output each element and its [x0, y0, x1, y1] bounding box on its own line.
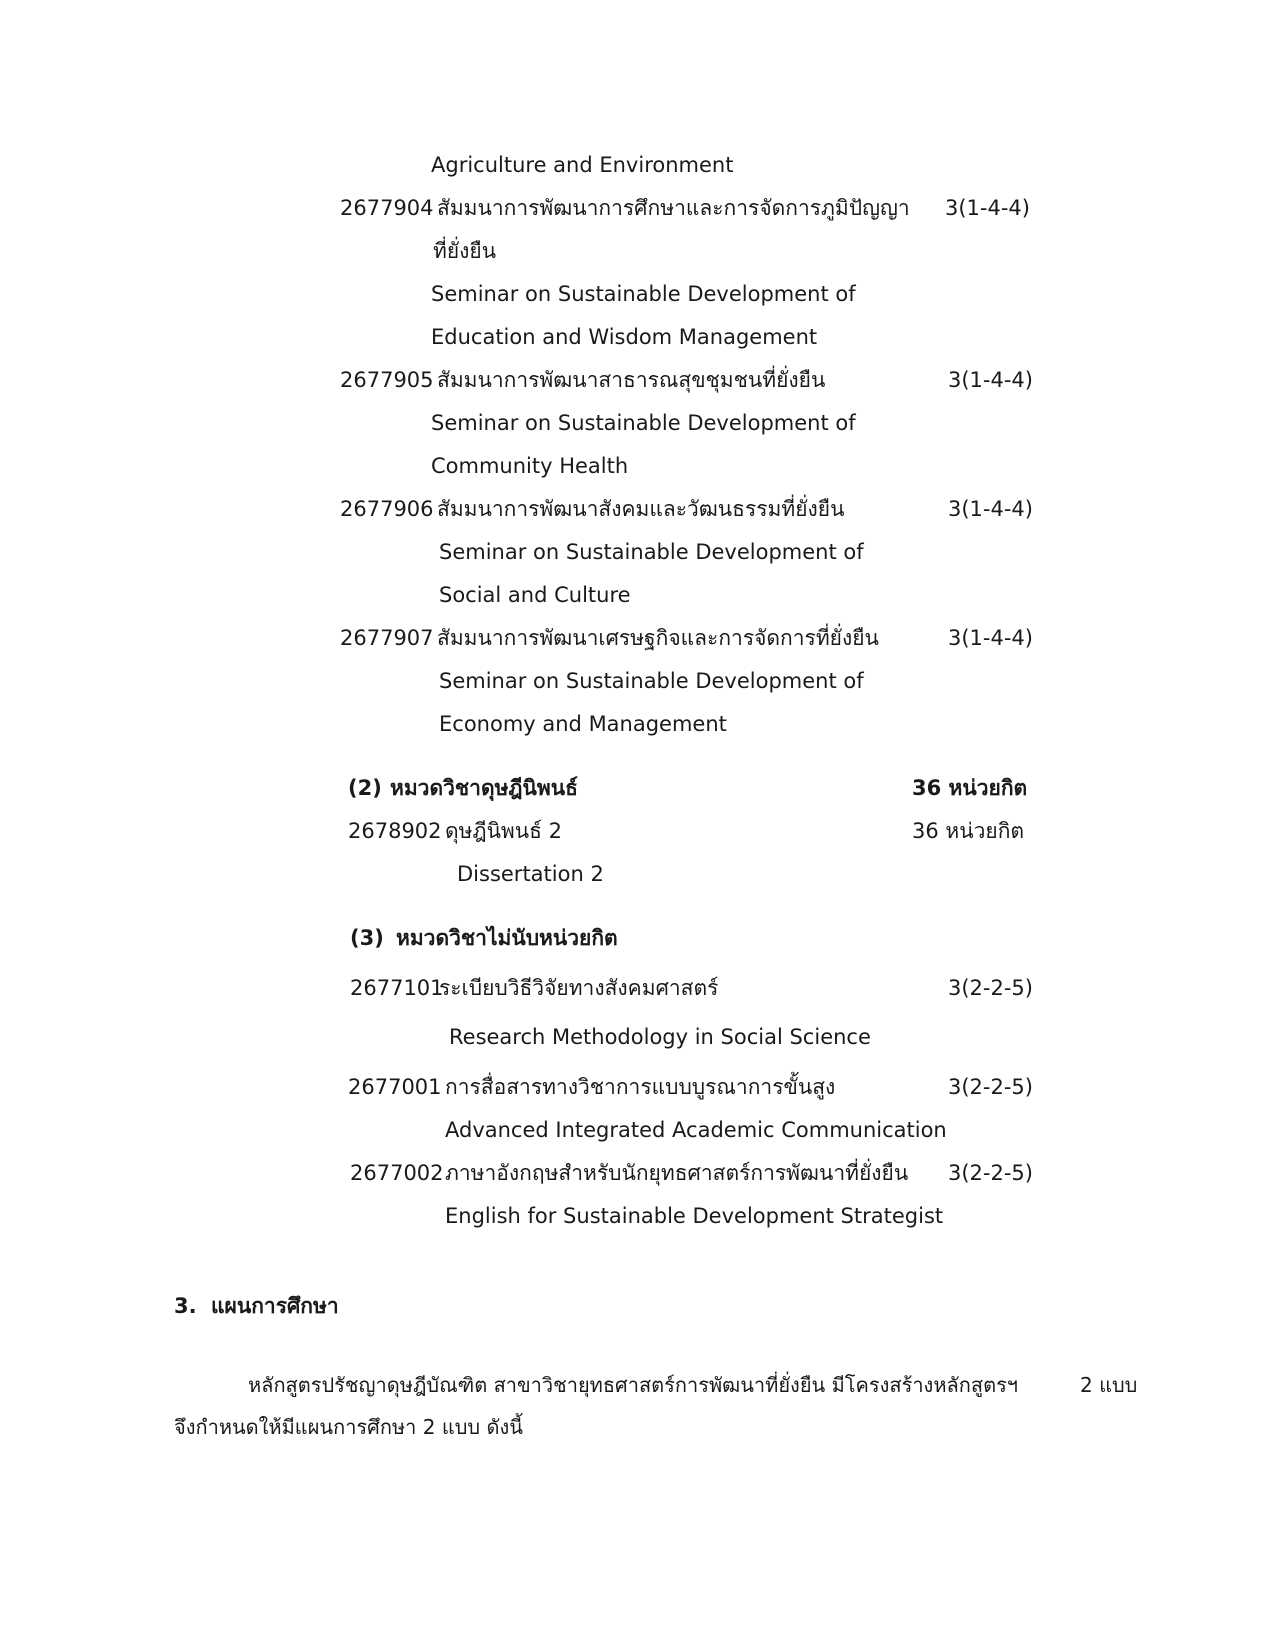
course-en-name-cont: Social and Culture [439, 583, 631, 607]
course-code: 2677906 [340, 497, 434, 521]
paragraph-line: หลักสูตรปรัชญาดุษฎีบัณฑิต สาขาวิชายุทธศาสตร์การพัฒนาที่ยั่งยืน มีโครงสร้างหลักสูตรฯ [248, 1373, 1019, 1397]
group-number: (3) [350, 926, 384, 950]
course-code: 2677101 [350, 976, 444, 1000]
group-title: หมวดวิชาดุษฎีนิพนธ์ [390, 776, 578, 800]
course-th-name: สัมมนาการพัฒนาเศรษฐกิจและการจัดการที่ยั่งยืน [437, 626, 879, 650]
course-credit: 3(1-4-4) [945, 196, 1030, 220]
course-credit: 3(1-4-4) [948, 626, 1033, 650]
course-th-name: สัมมนาการพัฒนาการศึกษาและการจัดการภูมิปัญญา [437, 196, 910, 220]
course-en-name: Advanced Integrated Academic Communication [445, 1118, 947, 1142]
course-code: 2677001 [348, 1075, 442, 1099]
course-en-name: Seminar on Sustainable Development of [439, 669, 864, 693]
course-code: 2677904 [340, 196, 434, 220]
course-th-name-cont: ที่ยั่งยืน [433, 239, 497, 263]
course-en-name: Dissertation 2 [457, 862, 604, 886]
section-number: 3. [174, 1294, 197, 1318]
course-en-name-cont: Education and Wisdom Management [431, 325, 818, 349]
course-credit: 3(1-4-4) [948, 368, 1033, 392]
course-en-name-cont: Community Health [431, 454, 629, 478]
course-en-name: Seminar on Sustainable Development of [439, 540, 864, 564]
course-th-name: ดุษฎีนิพนธ์ 2 [445, 819, 562, 843]
course-th-name: ภาษาอังกฤษสำหรับนักยุทธศาสตร์การพัฒนาที่ยั่งยืน [445, 1161, 909, 1185]
paragraph-line-end: 2 แบบ [1080, 1373, 1138, 1397]
course-credit: 3(2-2-5) [948, 1075, 1033, 1099]
course-credit: 3(2-2-5) [948, 976, 1033, 1000]
section-title: แผนการศึกษา [211, 1294, 339, 1318]
course-code: 2678902 [348, 819, 442, 843]
course-en-name: Seminar on Sustainable Development of [431, 282, 856, 306]
course-en-name: Agriculture and Environment [431, 153, 734, 177]
course-credit: 36 หน่วยกิต [912, 819, 1025, 843]
group-number: (2) [348, 776, 382, 800]
course-en-name: Seminar on Sustainable Development of [431, 411, 856, 435]
course-credit: 3(2-2-5) [948, 1161, 1033, 1185]
course-en-name: Research Methodology in Social Science [449, 1025, 871, 1049]
course-th-name: สัมมนาการพัฒนาสาธารณสุขชุมชนที่ยั่งยืน [437, 368, 826, 392]
course-en-name-cont: Economy and Management [439, 712, 727, 736]
group-credits: 36 หน่วยกิต [912, 776, 1028, 800]
course-th-name: การสื่อสารทางวิชาการแบบบูรณาการขั้นสูง [445, 1075, 836, 1099]
course-code: 2677905 [340, 368, 434, 392]
paragraph-line: จึงกำหนดให้มีแผนการศึกษา 2 แบบ ดังนี้ [174, 1415, 523, 1439]
group-title: หมวดวิชาไม่นับหน่วยกิต [396, 926, 618, 950]
course-th-name: สัมมนาการพัฒนาสังคมและวัฒนธรรมที่ยั่งยืน [437, 497, 845, 521]
course-code: 2677907 [340, 626, 434, 650]
course-th-name: ระเบียบวิธีวิจัยทางสังคมศาสตร์ [439, 976, 719, 1000]
course-credit: 3(1-4-4) [948, 497, 1033, 521]
course-en-name: English for Sustainable Development Strategist [445, 1204, 944, 1228]
course-code: 2677002 [350, 1161, 444, 1185]
